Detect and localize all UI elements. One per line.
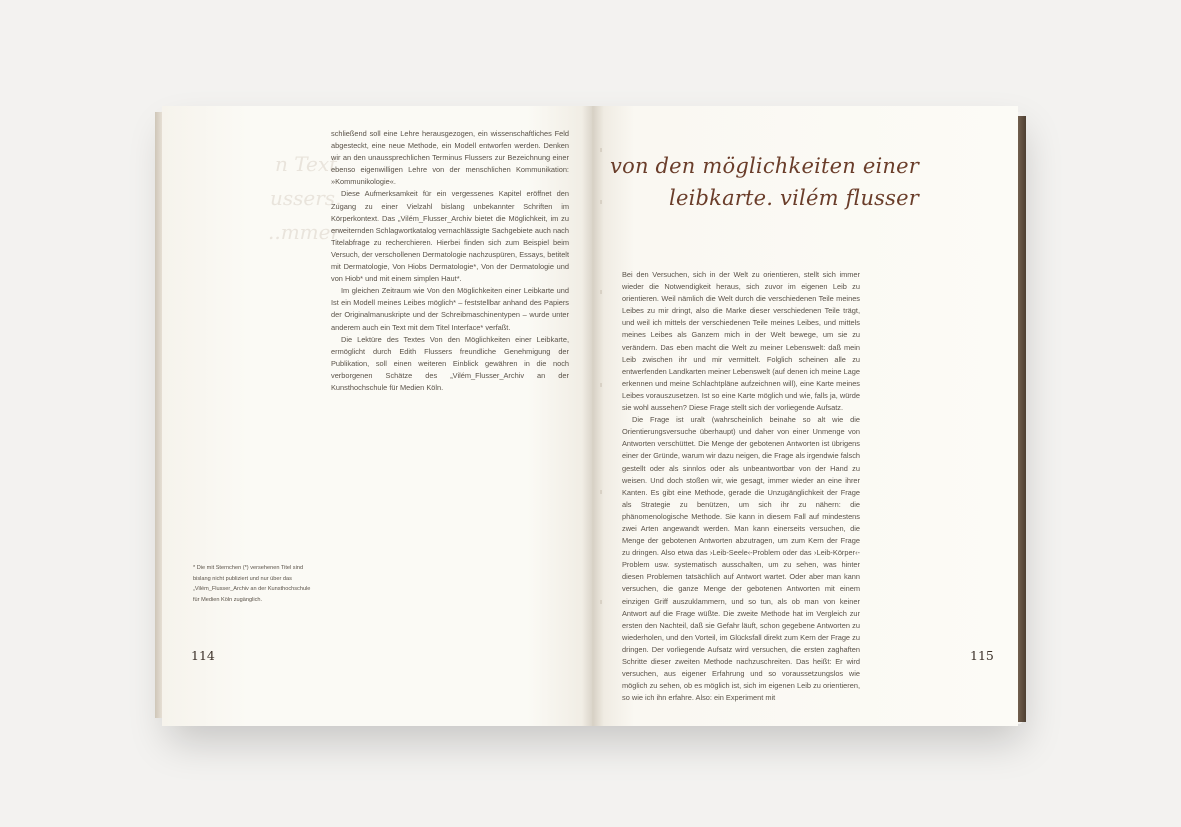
- paragraph: Die Lektüre des Textes Von den Möglichkeiten einer Leibkarte, ermöglicht durch Edith Flussers freundliche Genehmigung der Publikation, soll einen weiteren Einblick gewähren in die noch verborgenen Schätze des „Vilém_Flusser_Archiv an der Kunsthochschule für Medien Köln.: [331, 334, 569, 392]
- show-through-decoration: n Text: [275, 152, 338, 176]
- page-marker: [600, 490, 602, 494]
- page-marker: [600, 148, 602, 152]
- title-line: leibkarte. vilém flusser: [669, 186, 919, 210]
- page-number-right: 115: [970, 648, 994, 663]
- article-title: [610, 150, 919, 214]
- page-number-left: 114: [191, 648, 215, 663]
- page-marker: [600, 383, 602, 387]
- page-marker: [600, 290, 602, 294]
- book-gutter: [582, 106, 604, 726]
- footnote: * Die mit Sternchen (*) versehenen Titel sind bislang nicht publiziert und nur über das „Vilém_Flusser_Archiv an der Kunsthochschule für Medien Köln zugänglich.: [193, 565, 311, 603]
- paragraph: Diese Aufmerksamkeit für ein vergessenes Kapitel eröffnet den Zugang zu einer Vielzahl bislang unbekannter Schriften im Körperkontext. Das „Vilém_Flusser_Archiv bietet die Möglichkeit, im zu erweiternden Schlagwortkatalog vernachlässigte Sachgebiete auch nach Titelabfrage zu recherchieren. Hierbei finden sich zum Beispiel beim Versuch, der verschollenen Dermatologie nachzuspüren, Essays, betitelt mit Dermatologie, Von Hiobs Dermatologie*, Von der Dermatologie und von Hiob* und mit einem simplen Haut*.: [331, 189, 569, 284]
- show-through-decoration: ..mmer: [268, 220, 341, 244]
- paragraph: Die Frage ist uralt (wahrscheinlich beinahe so alt wie die Orientierungsversuche überhaupt) und daher von einer Unmenge von Antworten verschüttet. Die Menge der gebotenen Antworten ist übrigens einer der Gründe, warum wir dazu neigen, die Frage als irgendwie falsch gestellt oder als sinnlos oder als unbeantwortbar von der Hand zu weisen. Und doch stoßen wir, wie gesagt, immer wieder an eine ihrer Kanten. Es gibt eine Methode, gerade die Unzugänglichkeit der Frage als Strategie zu benützen, um sich ihr zu nähern: die phänomenologische Methode. Sie kann in diesem Fall auf mindestens zwei Arten angewandt werden. Man kann einerseits versuchen, die Menge der gebotenen Antworten abzutragen, um zum Kern der Frage zu dringen. Also etwa das ›Leib-Seele‹-Problem oder das ›Leib-Körper‹-Problem usw. systematisch ausschalten, um zu sehen, was hinter diesen Problemen tatsächlich auf Antwort wartet. Oder aber man kann versuchen, die ganze Menge der gebotenen Antworten mit einem einzigen Griff auszuklammern, und so tun, als ob man von keiner Antwort auf die Frage wüßte. Die zweite Methode hat im Vergleich zur ersten den Nachteil, daß sie Gefahr läuft, schon gegebene Antworten zu wiederholen, und den Vorteil, im Glücksfall direkt zum Kern der Frage zu dringen. Der vorliegende Aufsatz wird versuchen, die ersten zaghaften Schritte dieser zweiten Methode nachzuschreiten. Das heißt: Er wird versuchen, aus eigener Erfahrung und so voraussetzungslos wie möglich zu sehen, ob es möglich ist, sich im eigenen Leib zu orientieren, so wie ich ihn erfahre. Also: ein Experiment mit: [622, 415, 860, 703]
- paragraph: Im gleichen Zeitraum wie Von den Möglichkeiten einer Leibkarte und Ist ein Modell meines Leibes möglich* – feststellbar anhand des Papiers der Originalmanuskripte und der Schreibmaschinentypen – wurde unter anderem auch ein Text mit dem Titel Interface* verfaßt.: [331, 286, 569, 332]
- page-marker: [600, 600, 602, 604]
- show-through-decoration: ussers.: [270, 186, 342, 210]
- left-page-body: [331, 128, 569, 394]
- paragraph: Bei den Versuchen, sich in der Welt zu orientieren, stellt sich immer wieder die Notwendigkeit heraus, sich zuvor im eigenen Leib zu orientieren. Weil nämlich die Welt durch die verschiedenen Teile meines Leibes zu mir dringt, also die Marke dieser verschiedenen Teile trägt, und weil ich mittels der verschiedenen Teile meines Leibes, und mittels meines Leibes als Ganzem mich in der Welt bewege, um sie zu verändern. Das eben macht die Welt zu meiner Lebenswelt: daß mein Leib zwischen ihr und mir vermittelt. Folglich scheinen alle zu entwerfenden Landkarten meiner Lebenswelt (auf denen ich meine Lage erkennen und meine Schlachtpläne aufzeichnen will), eine Karte meines Leibes vorauszusetzen. Ist so eine Karte möglich und wie, falls ja, würde sie wohl aussehen? Diese Frage stellt sich der vorliegende Aufsatz.: [622, 270, 860, 413]
- page-marker: [600, 200, 602, 204]
- paragraph: schließend soll eine Lehre herausgezogen, ein wissenschaftliches Feld abgesteckt, eine neue Methode, ein Modell entworfen werden. Denken wir an den unaussprechlichen Terminus Flussers zur Bezeichnung einer ebenso eigenwilligen Lehre von der menschlichen Kommunikation: »Kommunikologie«.: [331, 129, 569, 187]
- title-line: von den möglichkeiten einer: [610, 154, 919, 178]
- right-page-body: [622, 269, 860, 704]
